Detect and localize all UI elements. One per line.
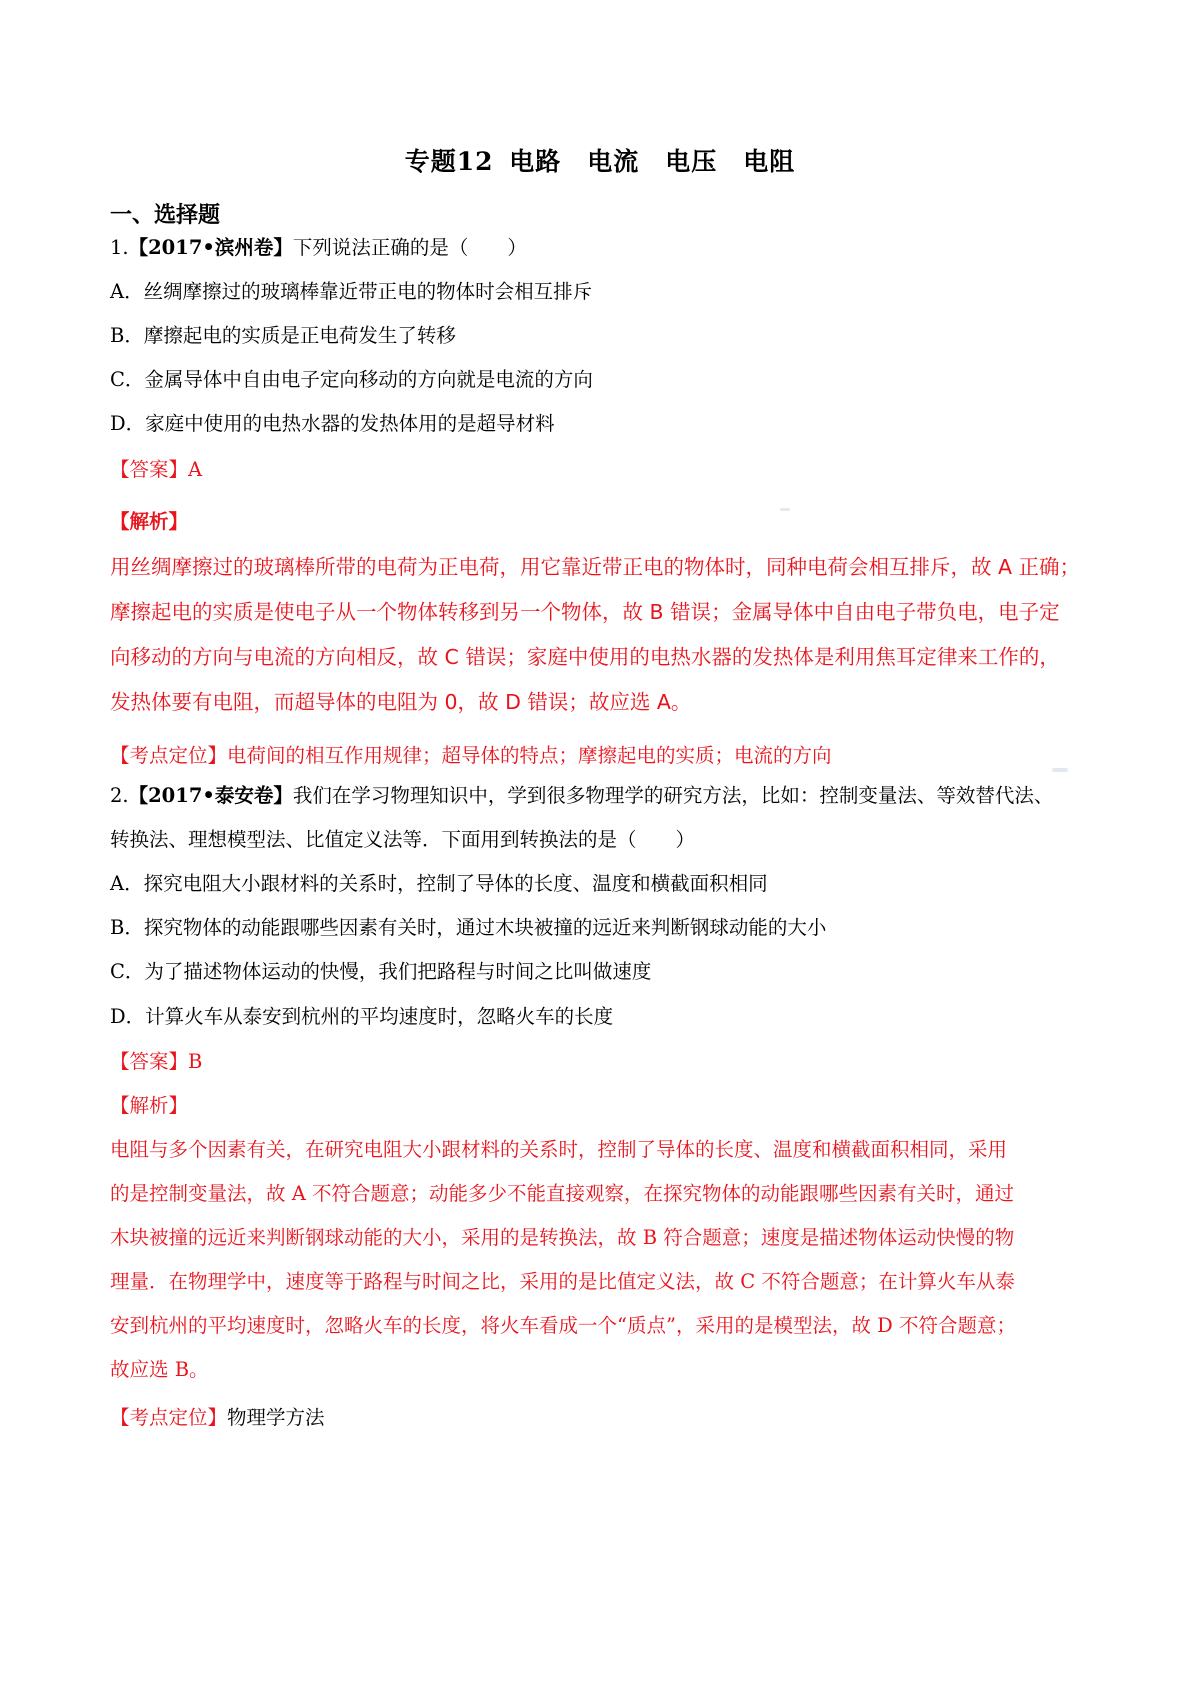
question-1-analysis-line: 用丝绸摩擦过的玻璃棒所带的电荷为正电荷，用它靠近带正电的物体时，同种电荷会相互排斥，故 A 正确； bbox=[110, 555, 1081, 579]
question-number: 1. bbox=[110, 236, 129, 259]
question-source: 【2017•泰安卷】 bbox=[128, 784, 293, 807]
question-1-option-b: B．摩擦起电的实质是正电荷发生了转移 bbox=[110, 324, 456, 347]
knowledge-point-tag: 【考点定位】 bbox=[110, 1406, 228, 1429]
question-2-option-a: A．探究电阻大小跟材料的关系时，控制了导体的长度、温度和横截面积相同 bbox=[110, 872, 768, 895]
question-1-analysis-line: 发热体要有电阻，而超导体的电阻为 0，故 D 错误；故应选 A。 bbox=[110, 690, 692, 714]
knowledge-point-text: 物理学方法 bbox=[227, 1406, 325, 1429]
question-source: 【2017•滨州卷】 bbox=[128, 236, 293, 259]
watermark-speck bbox=[1052, 768, 1068, 772]
question-1-option-a: A．丝绸摩擦过的玻璃棒靠近带正电的物体时会相互排斥 bbox=[110, 280, 593, 303]
question-2-option-b: B．探究物体的动能跟哪些因素有关时，通过木块被撞的远近来判断钢球动能的大小 bbox=[110, 916, 827, 939]
question-text: 我们在学习物理知识中，学到很多物理学的研究方法，比如：控制变量法、等效替代法、 bbox=[292, 784, 1054, 807]
question-2-analysis-line: 理量．在物理学中，速度等于路程与时间之比，采用的是比值定义法，故 C 不符合题意；在计算火车从泰 bbox=[110, 1270, 1015, 1293]
question-1-analysis-line: 向移动的方向与电流的方向相反，故 C 错误；家庭中使用的电热水器的发热体是利用焦耳定律来工作的， bbox=[110, 645, 1060, 669]
answer-tag: 【答案】 bbox=[110, 458, 189, 481]
section-heading: 一、选择题 bbox=[110, 202, 221, 228]
question-2-analysis-line: 安到杭州的平均速度时，忽略火车的长度，将火车看成一个“质点”，采用的是模型法，故 D 不符合题意； bbox=[110, 1314, 1016, 1337]
answer-value: A bbox=[188, 458, 203, 481]
question-text: 下列说法正确的是（ ） bbox=[292, 236, 527, 259]
question-2-stem-continued: 转换法、理想模型法、比值定义法等．下面用到转换法的是（ ） bbox=[110, 828, 696, 851]
question-2-analysis-heading bbox=[110, 1092, 188, 1120]
question-1-option-d: D．家庭中使用的电热水器的发热体用的是超导材料 bbox=[110, 412, 555, 435]
question-1-knowledge-point bbox=[110, 742, 832, 770]
question-1-option-c: C．金属导体中自由电子定向移动的方向就是电流的方向 bbox=[110, 368, 593, 391]
analysis-tag: 【解析】 bbox=[110, 510, 189, 533]
question-2-stem bbox=[110, 782, 1053, 810]
analysis-tag: 【解析】 bbox=[110, 1094, 189, 1117]
question-number: 2. bbox=[110, 784, 129, 807]
question-2-option-c: C．为了描述物体运动的快慢，我们把路程与时间之比叫做速度 bbox=[110, 960, 652, 983]
knowledge-point-tag: 【考点定位】 bbox=[110, 744, 228, 767]
answer-tag: 【答案】 bbox=[110, 1050, 189, 1073]
question-2-knowledge-point bbox=[110, 1404, 325, 1432]
question-2-analysis-line: 故应选 B。 bbox=[110, 1358, 209, 1381]
question-2-analysis-line: 电阻与多个因素有关，在研究电阻大小跟材料的关系时，控制了导体的长度、温度和横截面积相同，采用 bbox=[110, 1138, 1008, 1161]
question-2-analysis-line: 的是控制变量法，故 A 不符合题意；动能多少不能直接观察，在探究物体的动能跟哪些因素有关时，通过 bbox=[110, 1182, 1014, 1205]
answer-value: B bbox=[188, 1050, 203, 1073]
question-2-analysis-line: 木块被撞的远近来判断钢球动能的大小，采用的是转换法，故 B 符合题意；速度是描述物体运动快慢的物 bbox=[110, 1226, 1015, 1249]
question-2-answer bbox=[110, 1048, 202, 1076]
question-1-stem bbox=[110, 234, 527, 262]
question-2-option-d: D．计算火车从泰安到杭州的平均速度时，忽略火车的长度 bbox=[110, 1005, 614, 1028]
page-title: 专题12 电路 电流 电压 电阻 bbox=[404, 147, 796, 176]
knowledge-point-text: 电荷间的相互作用规律；超导体的特点；摩擦起电的实质；电流的方向 bbox=[227, 744, 832, 767]
watermark-speck bbox=[780, 508, 790, 511]
question-1-answer bbox=[110, 456, 202, 484]
question-1-analysis-heading bbox=[110, 508, 188, 536]
question-1-analysis-line: 摩擦起电的实质是使电子从一个物体转移到另一个物体，故 B 错误；金属导体中自由电子带负电，电子定 bbox=[110, 600, 1060, 624]
